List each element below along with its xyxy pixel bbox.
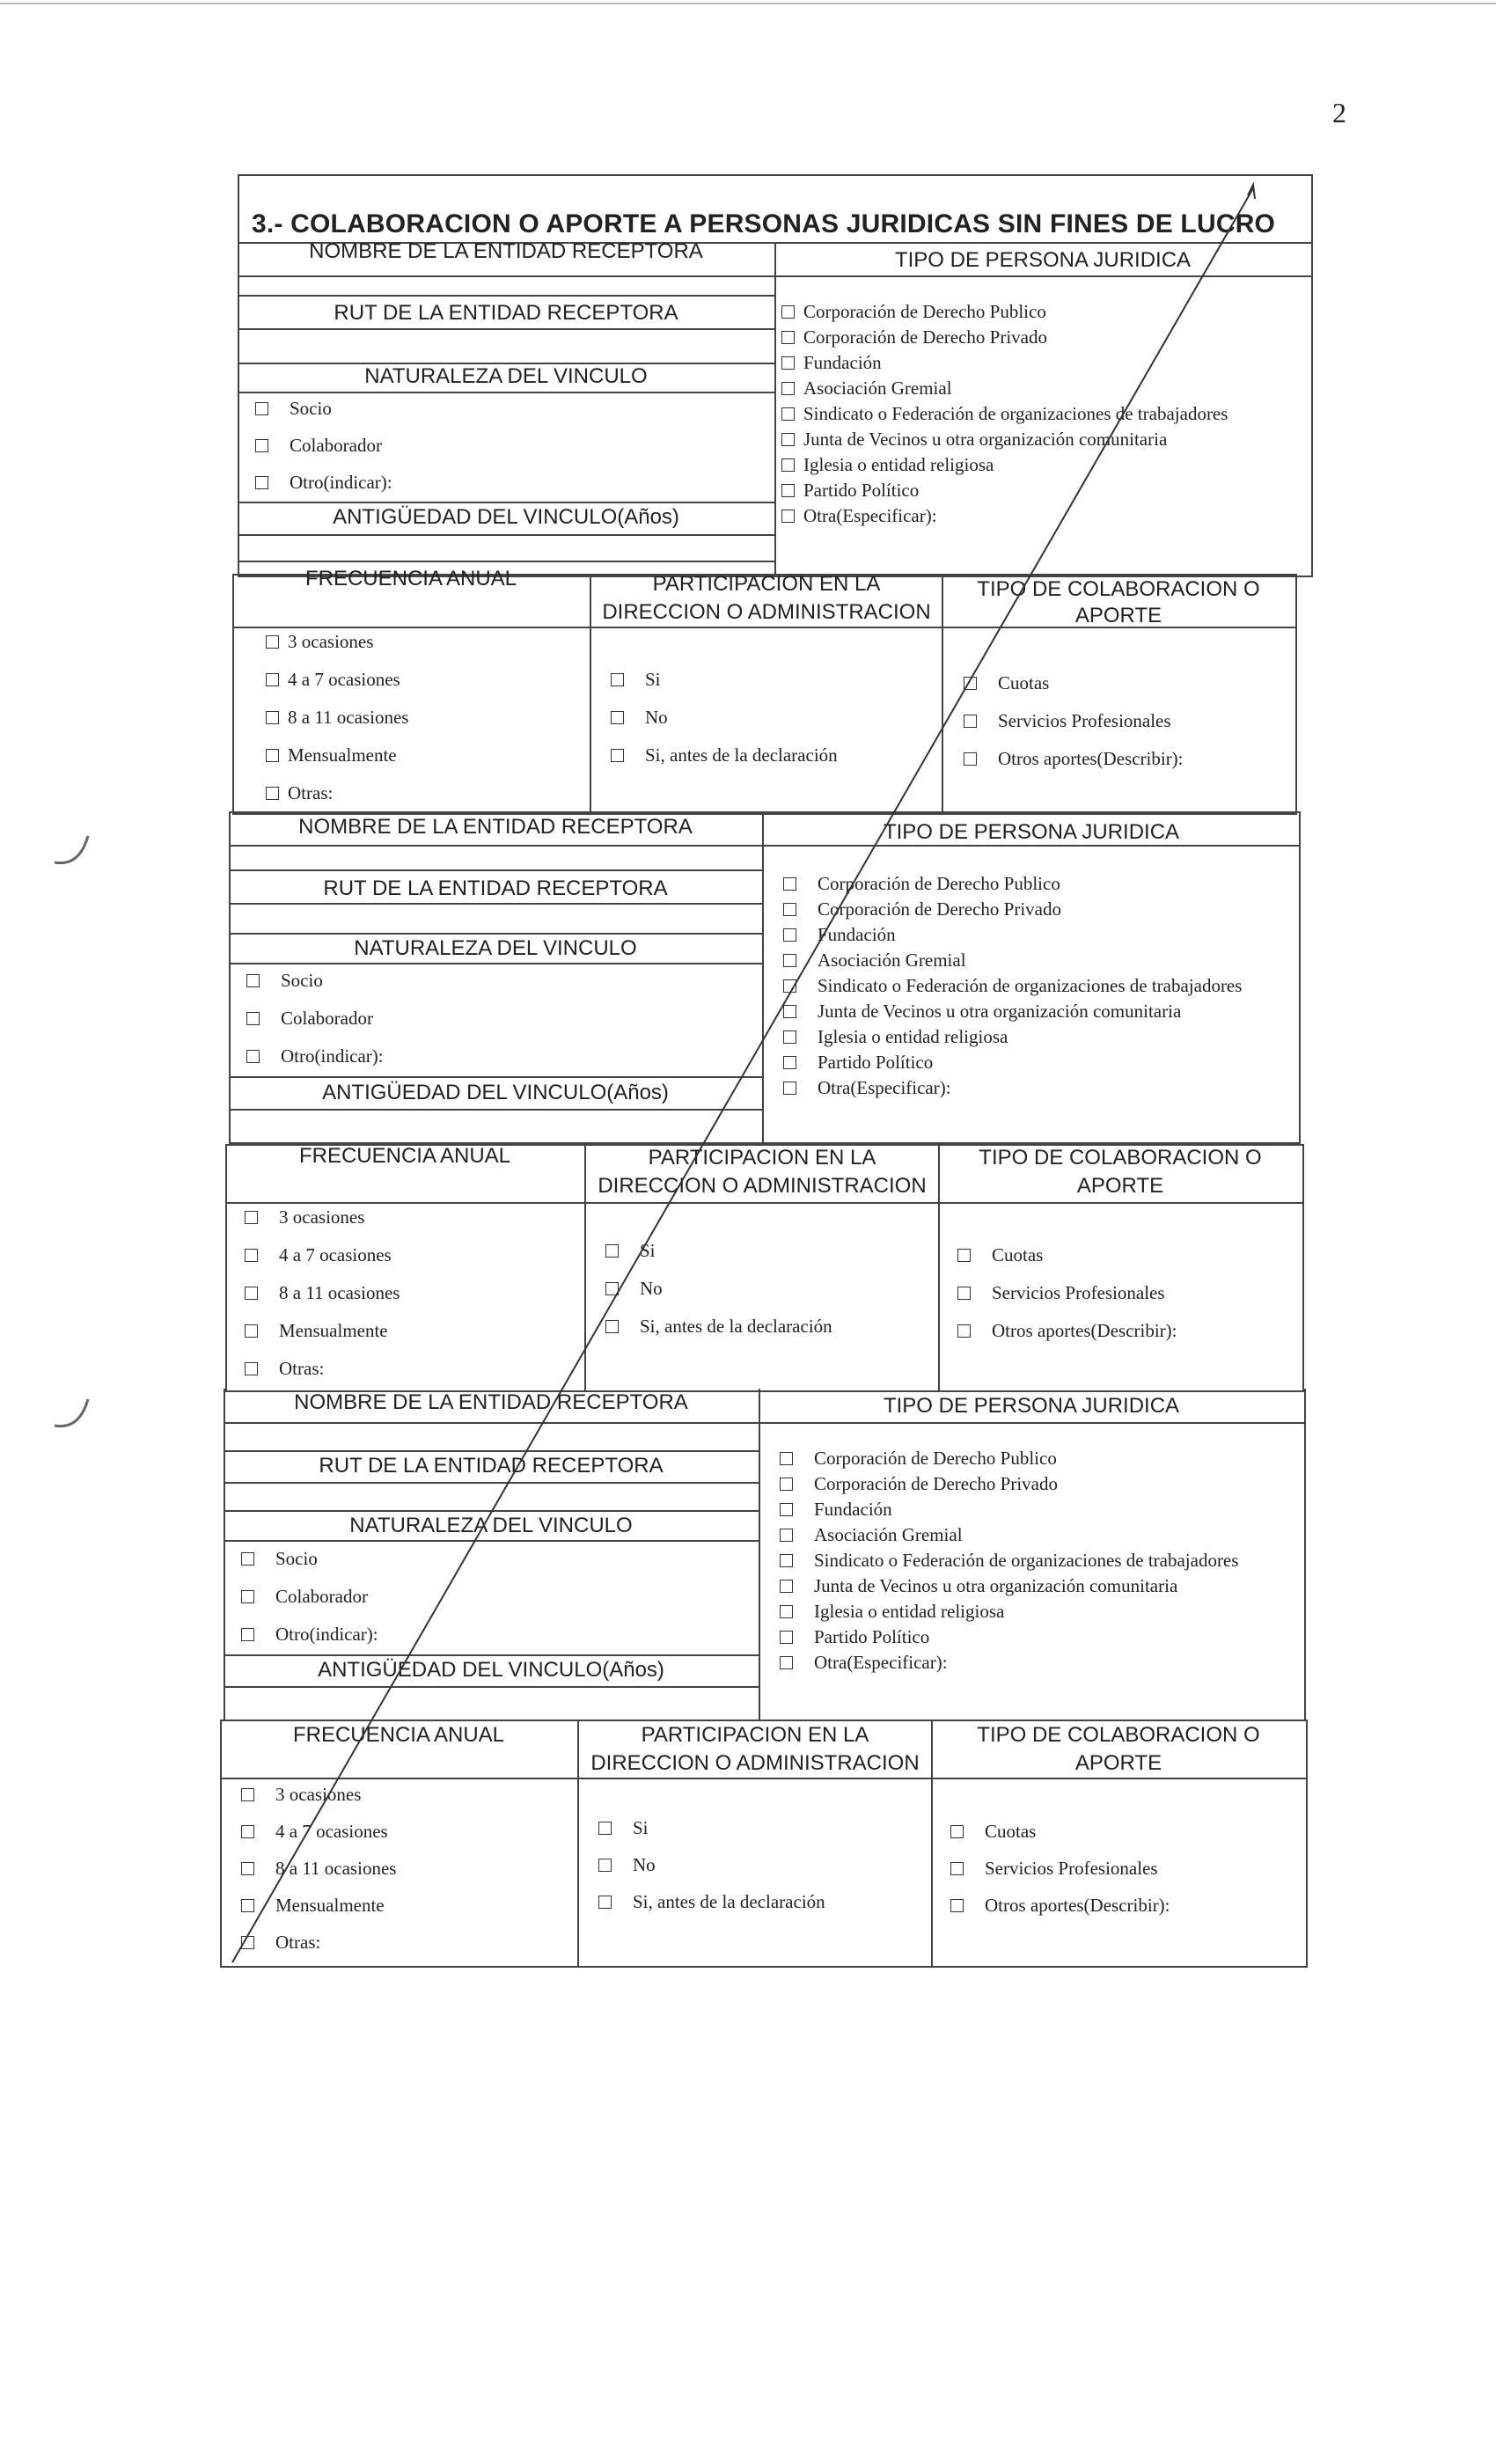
frecuencia-header: FRECUENCIA ANUAL xyxy=(292,1723,505,1747)
option-label: Corporación de Derecho Privado xyxy=(818,898,1061,920)
option-label: Partido Político xyxy=(814,1626,930,1647)
tipo-colaboracion-header-line2: APORTE xyxy=(1074,604,1162,627)
option-label: Corporación de Derecho Privado xyxy=(803,326,1047,348)
tipo-colaboracion-header-line1: TIPO DE COLABORACION O xyxy=(979,1146,1262,1170)
option-label: Mensualmente xyxy=(275,1894,385,1916)
option-label: Socio xyxy=(281,970,323,991)
option-label: Fundación xyxy=(814,1499,892,1520)
participacion-header-line2: DIRECCION O ADMINISTRACION xyxy=(598,1174,927,1198)
option-label: Iglesia o entidad religiosa xyxy=(818,1026,1008,1047)
option-label: Corporación de Derecho Publico xyxy=(803,301,1046,322)
option-label: Iglesia o entidad religiosa xyxy=(803,454,994,475)
frecuencia-header: FRECUENCIA ANUAL xyxy=(304,567,517,590)
rut-header: RUT DE LA ENTIDAD RECEPTORA xyxy=(319,1454,664,1478)
option-label: Corporación de Derecho Publico xyxy=(814,1448,1057,1469)
option-label: Si, antes de la declaración xyxy=(633,1890,825,1912)
antiguedad-header: ANTIGÜEDAD DEL VINCULO(Años) xyxy=(322,1081,669,1104)
punch-hole-mark xyxy=(55,836,88,863)
option-label: Asociación Gremial xyxy=(818,950,966,971)
option-label: Socio xyxy=(275,1548,318,1569)
option-label: Otras: xyxy=(288,782,334,803)
option-label: Cuotas xyxy=(985,1820,1037,1842)
option-label: 8 a 11 ocasiones xyxy=(288,707,409,728)
naturaleza-header: NATURALEZA DEL VINCULO xyxy=(354,936,637,960)
option-label: Partido Político xyxy=(803,480,920,501)
naturaleza-header: NATURALEZA DEL VINCULO xyxy=(364,364,648,388)
nombre-entidad-header: NOMBRE DE LA ENTIDAD RECEPTORA xyxy=(309,239,703,263)
option-label: 4 a 7 ocasiones xyxy=(279,1244,392,1265)
antiguedad-header: ANTIGÜEDAD DEL VINCULO(Años) xyxy=(333,505,679,529)
option-label: Fundación xyxy=(803,352,882,373)
option-label: Colaborador xyxy=(290,434,382,456)
option-label: Otra(Especificar): xyxy=(814,1652,948,1673)
option-label: Sindicato o Federación de organizaciones de trabajadores xyxy=(818,975,1243,996)
option-label: Colaborador xyxy=(281,1008,373,1029)
option-label: Si, antes de la declaración xyxy=(645,744,838,766)
nombre-entidad-header: NOMBRE DE LA ENTIDAD RECEPTORA xyxy=(294,1390,688,1414)
option-label: Corporación de Derecho Publico xyxy=(818,873,1060,894)
tipo-colaboracion-header-line1: TIPO DE COLABORACION O xyxy=(977,1723,1260,1747)
tipo-persona-header: TIPO DE PERSONA JURIDICA xyxy=(883,820,1180,844)
option-label: 4 a 7 ocasiones xyxy=(275,1820,388,1842)
option-label: 8 a 11 ocasiones xyxy=(275,1857,397,1879)
diagonal-cancel-stroke xyxy=(232,188,1253,1962)
option-label: 4 a 7 ocasiones xyxy=(288,669,400,690)
option-label: No xyxy=(645,707,668,728)
option-label: No xyxy=(633,1853,656,1875)
option-label: Fundación xyxy=(818,924,896,945)
option-label: Otra(Especificar): xyxy=(818,1077,951,1098)
option-label: Sindicato o Federación de organizaciones de trabajadores xyxy=(814,1550,1239,1571)
option-label: Mensualmente xyxy=(279,1320,388,1341)
option-label: Otro(indicar): xyxy=(290,471,392,493)
option-label: Si xyxy=(633,1816,649,1838)
punch-hole-mark xyxy=(55,1399,88,1426)
frecuencia-header: FRECUENCIA ANUAL xyxy=(298,1144,511,1168)
option-label: Si xyxy=(645,669,661,690)
option-label: Otros aportes(Describir): xyxy=(998,748,1184,769)
option-label: 3 ocasiones xyxy=(288,631,374,652)
option-label: Servicios Profesionales xyxy=(992,1282,1165,1303)
option-label: Otras: xyxy=(279,1358,325,1379)
option-label: Corporación de Derecho Privado xyxy=(814,1473,1058,1494)
participacion-header-line1: PARTICIPACION EN LA xyxy=(652,572,881,596)
tipo-colaboracion-header-line1: TIPO DE COLABORACION O xyxy=(977,577,1260,601)
naturaleza-header: NATURALEZA DEL VINCULO xyxy=(349,1514,633,1537)
option-label: Sindicato o Federación de organizaciones de trabajadores xyxy=(803,403,1228,424)
option-label: Junta de Vecinos u otra organización comunitaria xyxy=(818,1001,1182,1022)
tipo-persona-header: TIPO DE PERSONA JURIDICA xyxy=(894,248,1192,272)
option-label: Asociación Gremial xyxy=(803,378,952,399)
option-label: Otro(indicar): xyxy=(281,1045,384,1067)
option-label: Junta de Vecinos u otra organización comunitaria xyxy=(803,429,1168,450)
section-title: 3.- COLABORACION O APORTE A PERSONAS JURIDICAS SIN FINES DE LUCRO xyxy=(252,209,1276,238)
participacion-header-line1: PARTICIPACION EN LA xyxy=(641,1723,869,1747)
option-label: Si, antes de la declaración xyxy=(640,1316,832,1337)
participacion-header-line2: DIRECCION O ADMINISTRACION xyxy=(602,600,931,624)
option-label: Colaborador xyxy=(275,1586,368,1607)
tipo-colaboracion-header-line2: APORTE xyxy=(1074,1751,1162,1775)
option-label: Otras: xyxy=(275,1931,321,1953)
nombre-entidad-header: NOMBRE DE LA ENTIDAD RECEPTORA xyxy=(298,815,693,839)
option-label: Servicios Profesionales xyxy=(985,1857,1158,1879)
option-label: Otra(Especificar): xyxy=(803,505,937,526)
option-label: 8 a 11 ocasiones xyxy=(279,1282,400,1303)
option-label: Iglesia o entidad religiosa xyxy=(814,1601,1005,1622)
option-label: 3 ocasiones xyxy=(279,1206,365,1228)
participacion-header-line2: DIRECCION O ADMINISTRACION xyxy=(590,1751,920,1775)
option-label: Asociación Gremial xyxy=(814,1524,963,1545)
option-label: 3 ocasiones xyxy=(275,1783,362,1805)
tipo-colaboracion-header-line2: APORTE xyxy=(1076,1174,1164,1198)
option-label: Servicios Profesionales xyxy=(998,710,1171,731)
option-label: Junta de Vecinos u otra organización comunitaria xyxy=(814,1575,1178,1596)
option-label: Otros aportes(Describir): xyxy=(985,1894,1170,1916)
option-label: Cuotas xyxy=(992,1244,1044,1265)
tipo-persona-header: TIPO DE PERSONA JURIDICA xyxy=(883,1394,1180,1418)
option-label: Mensualmente xyxy=(288,744,397,766)
option-label: Cuotas xyxy=(998,672,1050,693)
rut-header: RUT DE LA ENTIDAD RECEPTORA xyxy=(334,301,678,325)
option-label: Otros aportes(Describir): xyxy=(992,1320,1177,1341)
option-label: Socio xyxy=(290,397,332,419)
option-label: No xyxy=(640,1278,663,1299)
antiguedad-header: ANTIGÜEDAD DEL VINCULO(Años) xyxy=(318,1658,664,1682)
option-label: Si xyxy=(640,1240,656,1261)
rut-header: RUT DE LA ENTIDAD RECEPTORA xyxy=(323,876,668,900)
option-label: Partido Político xyxy=(818,1052,934,1073)
participacion-header-line1: PARTICIPACION EN LA xyxy=(648,1146,876,1170)
option-label: Otro(indicar): xyxy=(275,1624,378,1645)
page-number: 2 xyxy=(1332,97,1346,128)
